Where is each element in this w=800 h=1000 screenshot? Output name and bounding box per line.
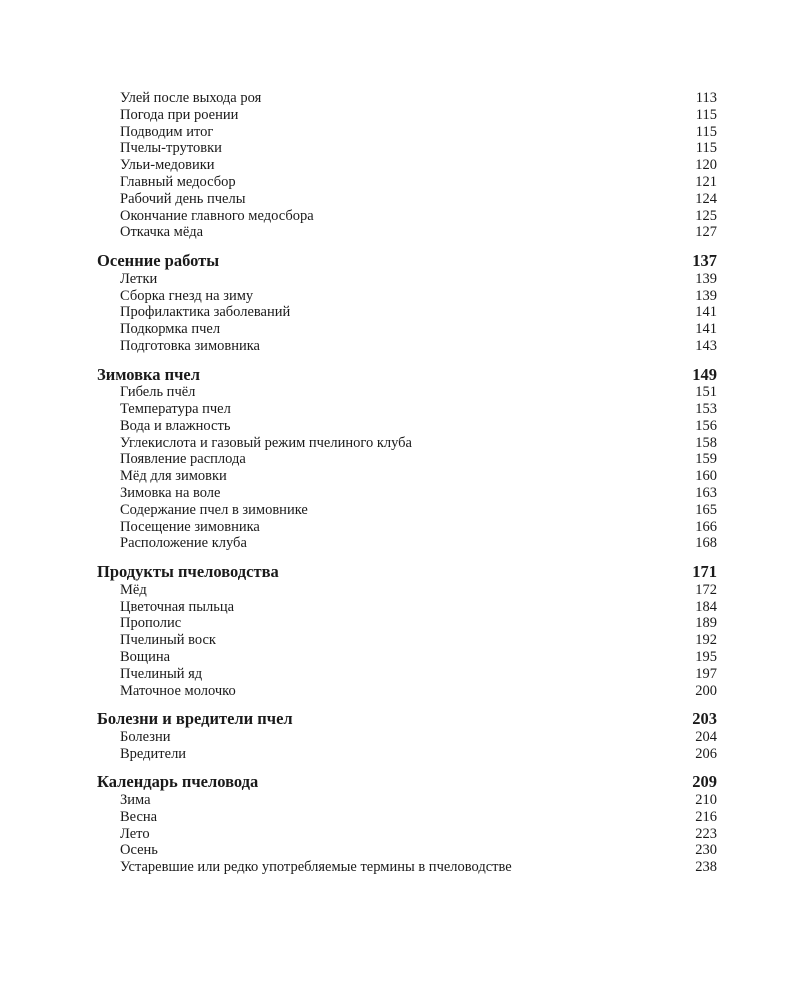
entry-page-number: 192	[695, 632, 717, 649]
entry-page-number: 113	[695, 90, 717, 106]
chapter-page-number: 203	[692, 709, 717, 729]
entry-title: Углекислота и газовый режим пчелиного клуба	[120, 434, 412, 451]
toc-entry-row	[0, 859, 800, 876]
toc-entry-row	[0, 599, 800, 616]
entry-title: Пчелиный яд	[120, 665, 203, 682]
entry-title: Зима	[120, 791, 151, 808]
entry-title: Подготовка зимовника	[120, 337, 260, 354]
entry-page-number: 184	[695, 598, 717, 615]
entry-page-number: 141	[695, 304, 717, 321]
toc-entry-row	[0, 666, 800, 683]
entry-page-number: 172	[695, 581, 717, 598]
entry-title: Содержание пчел в зимовнике	[120, 501, 308, 518]
entry-title: Осень	[120, 842, 158, 859]
entry-page-number: 124	[695, 190, 717, 207]
entry-title: Улей после выхода роя	[120, 90, 262, 106]
toc-entry-row	[0, 632, 800, 649]
entry-title: Погода при роении	[120, 106, 239, 123]
entry-title: Ульи-медовики	[120, 157, 215, 174]
toc-entry-row	[0, 683, 800, 700]
toc-entry-row	[0, 485, 800, 502]
entry-page-number: 141	[695, 321, 717, 338]
entry-page-number: 238	[695, 859, 717, 876]
entry-title: Весна	[120, 808, 158, 825]
chapter-title: Болезни и вредители пчел	[97, 709, 293, 729]
toc-entry-row	[0, 649, 800, 666]
entry-title: Температура пчел	[120, 401, 231, 417]
toc-entry-row	[0, 826, 800, 843]
toc-entry-row	[0, 535, 800, 552]
entry-title: Летки	[120, 270, 158, 287]
chapter-title: Календарь пчеловода	[97, 772, 259, 792]
toc-entry-row	[0, 191, 800, 208]
entry-title: Гибель пчёл	[120, 384, 196, 401]
entry-title: Прополис	[120, 615, 182, 632]
chapter-page-number: 171	[692, 562, 717, 582]
entry-title: Откачка мёда	[120, 224, 204, 241]
entry-page-number: 115	[695, 140, 717, 157]
entry-page-number: 223	[695, 825, 717, 842]
entry-title: Профилактика заболеваний	[120, 304, 291, 321]
toc-entry-row	[0, 140, 800, 157]
entry-title: Подкормка пчел	[120, 321, 221, 338]
entry-title: Сборка гнезд на зиму	[120, 287, 254, 304]
toc-chapter-row	[0, 710, 800, 727]
entry-page-number: 115	[695, 123, 717, 140]
entry-page-number: 139	[695, 270, 717, 287]
toc-entry-row	[0, 519, 800, 536]
entry-page-number: 165	[695, 501, 717, 518]
entry-page-number: 166	[695, 518, 717, 535]
entry-page-number: 200	[695, 682, 717, 699]
entry-page-number: 121	[695, 174, 717, 190]
toc-entry-row	[0, 107, 800, 124]
entry-title: Рабочий день пчелы	[120, 190, 246, 207]
entry-title: Пчелы-трутовки	[120, 140, 222, 157]
entry-page-number: 197	[695, 665, 717, 682]
toc-entry-row	[0, 288, 800, 305]
toc-entry-row	[0, 174, 800, 191]
toc-entry-row	[0, 224, 800, 241]
entry-title: Устаревшие или редко употребляемые термины в пчеловодстве	[120, 859, 512, 876]
entry-title: Лето	[120, 825, 150, 842]
toc-entry-row	[0, 615, 800, 632]
entry-page-number: 195	[695, 648, 717, 665]
toc-entry-row	[0, 451, 800, 468]
entry-page-number: 160	[695, 468, 717, 485]
entry-title: Окончание главного медосбора	[120, 207, 314, 224]
toc-chapter-row	[0, 773, 800, 790]
toc-entry-row	[0, 124, 800, 141]
entry-page-number: 216	[695, 808, 717, 825]
entry-title: Появление расплода	[120, 451, 246, 468]
entry-page-number: 230	[695, 842, 717, 859]
toc-chapter-row	[0, 563, 800, 580]
entry-page-number: 168	[695, 535, 717, 552]
entry-title: Маточное молочко	[120, 682, 236, 699]
toc-entry-row	[0, 842, 800, 859]
entry-page-number: 127	[695, 224, 717, 241]
entry-title: Подводим итог	[120, 123, 214, 140]
entry-page-number: 158	[695, 434, 717, 451]
entry-title: Пчелиный воск	[120, 632, 216, 649]
toc-entry-row	[0, 208, 800, 225]
entry-title: Цветочная пыльца	[120, 598, 235, 615]
chapter-page-number: 149	[692, 364, 717, 384]
toc-chapter-row	[0, 366, 800, 383]
entry-page-number: 156	[695, 417, 717, 434]
toc-entry-row	[0, 157, 800, 174]
entry-page-number: 125	[695, 207, 717, 224]
chapter-page-number: 137	[692, 251, 717, 271]
entry-title: Мёд	[120, 581, 147, 598]
entry-title: Посещение зимовника	[120, 518, 260, 535]
entry-title: Расположение клуба	[120, 535, 247, 552]
entry-title: Вредители	[120, 745, 187, 762]
toc-entry-row	[0, 792, 800, 809]
toc-entry-row	[0, 90, 800, 107]
entry-page-number: 120	[695, 157, 717, 174]
toc-entry-row	[0, 435, 800, 452]
toc-entry-row	[0, 582, 800, 599]
entry-page-number: 115	[695, 106, 717, 123]
toc-entry-row	[0, 401, 800, 418]
toc-entry-row	[0, 468, 800, 485]
entry-page-number: 153	[695, 401, 717, 417]
toc-entry-row	[0, 746, 800, 763]
chapter-title: Продукты пчеловодства	[97, 562, 279, 582]
toc-entry-row	[0, 271, 800, 288]
toc-entry-row	[0, 384, 800, 401]
toc-entry-row	[0, 418, 800, 435]
entry-page-number: 139	[695, 287, 717, 304]
chapter-title: Зимовка пчел	[97, 364, 201, 384]
toc-entry-row	[0, 304, 800, 321]
toc-entry-row	[0, 729, 800, 746]
toc-chapter-row	[0, 252, 800, 269]
entry-title: Главный медосбор	[120, 174, 236, 190]
entry-title: Мёд для зимовки	[120, 468, 227, 485]
toc-entry-row	[0, 502, 800, 519]
entry-page-number: 189	[695, 615, 717, 632]
entry-page-number: 159	[695, 451, 717, 468]
toc-entry-row	[0, 321, 800, 338]
entry-title: Вода и влажность	[120, 417, 231, 434]
entry-page-number: 143	[695, 337, 717, 354]
entry-title: Болезни	[120, 728, 171, 745]
entry-page-number: 206	[695, 745, 717, 762]
entry-page-number: 151	[695, 384, 717, 401]
chapter-title: Осенние работы	[97, 251, 220, 271]
toc-entry-row	[0, 809, 800, 826]
entry-title: Вощина	[120, 648, 171, 665]
entry-page-number: 204	[695, 728, 717, 745]
toc-entry-row	[0, 338, 800, 355]
entry-page-number: 163	[695, 485, 717, 501]
entry-title: Зимовка на воле	[120, 485, 221, 501]
entry-page-number: 210	[695, 791, 717, 808]
chapter-page-number: 209	[692, 772, 717, 792]
